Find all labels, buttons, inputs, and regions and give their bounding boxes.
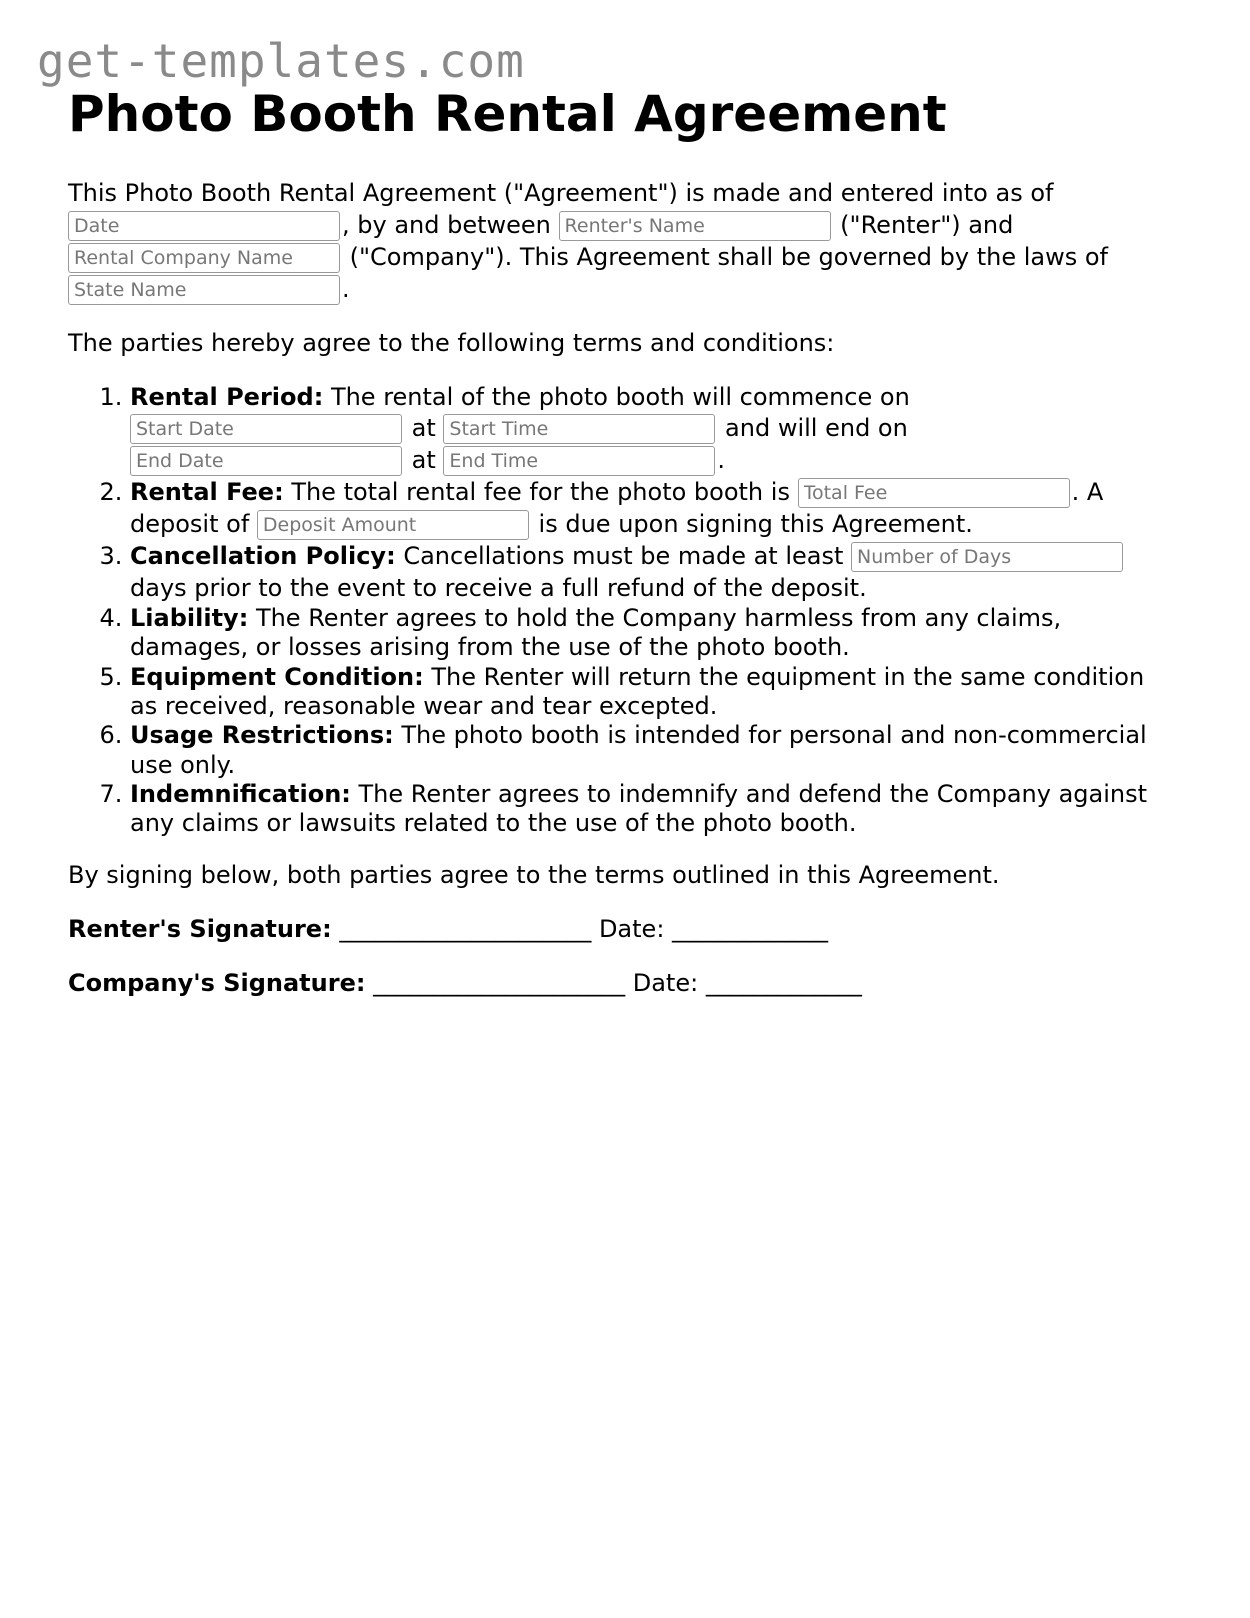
- term-heading: Cancellation Policy:: [130, 542, 396, 570]
- at-text: at: [411, 414, 436, 442]
- date-field[interactable]: [68, 211, 340, 241]
- at-text: at: [411, 446, 436, 474]
- company-signature-blank: _____________________: [373, 969, 626, 998]
- term-text: . A deposit of: [130, 478, 1104, 538]
- rental-company-name-field[interactable]: [68, 243, 340, 273]
- term-text: The photo booth is intended for personal and non-commercial use only.: [130, 721, 1147, 779]
- renter-date-label: Date:: [598, 915, 665, 944]
- term-text: days prior to the event to receive a full refund of the deposit.: [130, 574, 867, 602]
- company-signature-label: Company's Signature:: [68, 969, 366, 998]
- intro-text-2: , by and between: [342, 210, 551, 239]
- term-liability: [130, 604, 1178, 663]
- renter-signature-line: [68, 914, 1178, 946]
- document-page: [68, 84, 1178, 1000]
- start-time-field[interactable]: [443, 414, 715, 444]
- term-text: The Renter will return the equipment in the same condition as received, reasonable wear and tear excepted.: [130, 662, 1145, 720]
- term-text: The Renter agrees to indemnify and defend the Company against any claims or lawsuits related to the use of the photo booth.: [130, 779, 1148, 838]
- total-fee-field[interactable]: [798, 478, 1070, 508]
- term-indemnification: [130, 780, 1178, 839]
- end-time-field[interactable]: [443, 446, 715, 476]
- watermark: get-templates.com: [37, 34, 525, 88]
- intro-text-5: .: [342, 274, 350, 303]
- renter-date-blank: _____________: [672, 915, 829, 944]
- term-heading: Liability:: [130, 604, 249, 633]
- term-text: The total rental fee for the photo booth is: [291, 478, 790, 506]
- company-date-label: Date:: [632, 969, 699, 998]
- term-cancellation-policy: [130, 541, 1178, 604]
- term-equipment-condition: [130, 663, 1178, 722]
- intro-text-4: ("Company"). This Agreement shall be governed by the laws of: [349, 242, 1109, 271]
- start-date-field[interactable]: [130, 414, 402, 444]
- number-of-days-field[interactable]: [851, 542, 1123, 572]
- term-heading: Usage Restrictions:: [130, 721, 394, 750]
- intro-paragraph: [68, 178, 1178, 306]
- term-heading: Equipment Condition:: [130, 662, 424, 691]
- term-text: The rental of the photo booth will commence on: [330, 382, 910, 411]
- term-rental-fee: [130, 477, 1178, 541]
- term-rental-period: [130, 382, 1178, 477]
- state-name-field[interactable]: [68, 275, 340, 305]
- term-text: and will end on: [725, 414, 908, 442]
- term-text: Cancellations must be made at least: [403, 542, 844, 570]
- intro-text-3: ("Renter") and: [840, 210, 1014, 239]
- term-heading: Rental Fee:: [130, 478, 284, 506]
- renter-signature-label: Renter's Signature:: [68, 915, 332, 944]
- renter-name-field[interactable]: [559, 211, 831, 241]
- term-text: is due upon signing this Agreement.: [538, 510, 973, 538]
- term-text: The Renter agrees to hold the Company harmless from any claims, damages, or losses arising from the use of the photo booth.: [130, 604, 1062, 662]
- deposit-amount-field[interactable]: [257, 510, 529, 540]
- terms-intro: The parties hereby agree to the following terms and conditions:: [68, 328, 835, 357]
- term-text: .: [717, 446, 726, 474]
- terms-list: [68, 382, 1178, 839]
- renter-signature-blank: _____________________: [339, 915, 592, 944]
- company-signature-line: [68, 968, 1178, 1000]
- end-date-field[interactable]: [130, 446, 402, 476]
- term-heading: Indemnification:: [130, 779, 351, 808]
- closing-statement: By signing below, both parties agree to the terms outlined in this Agreement.: [68, 861, 1000, 890]
- company-date-blank: _____________: [705, 969, 862, 998]
- term-usage-restrictions: [130, 721, 1178, 780]
- page-title: Photo Booth Rental Agreement: [68, 85, 947, 143]
- intro-text-1: This Photo Booth Rental Agreement ("Agreement") is made and entered into as of: [68, 179, 1054, 207]
- term-heading: Rental Period:: [130, 382, 324, 411]
